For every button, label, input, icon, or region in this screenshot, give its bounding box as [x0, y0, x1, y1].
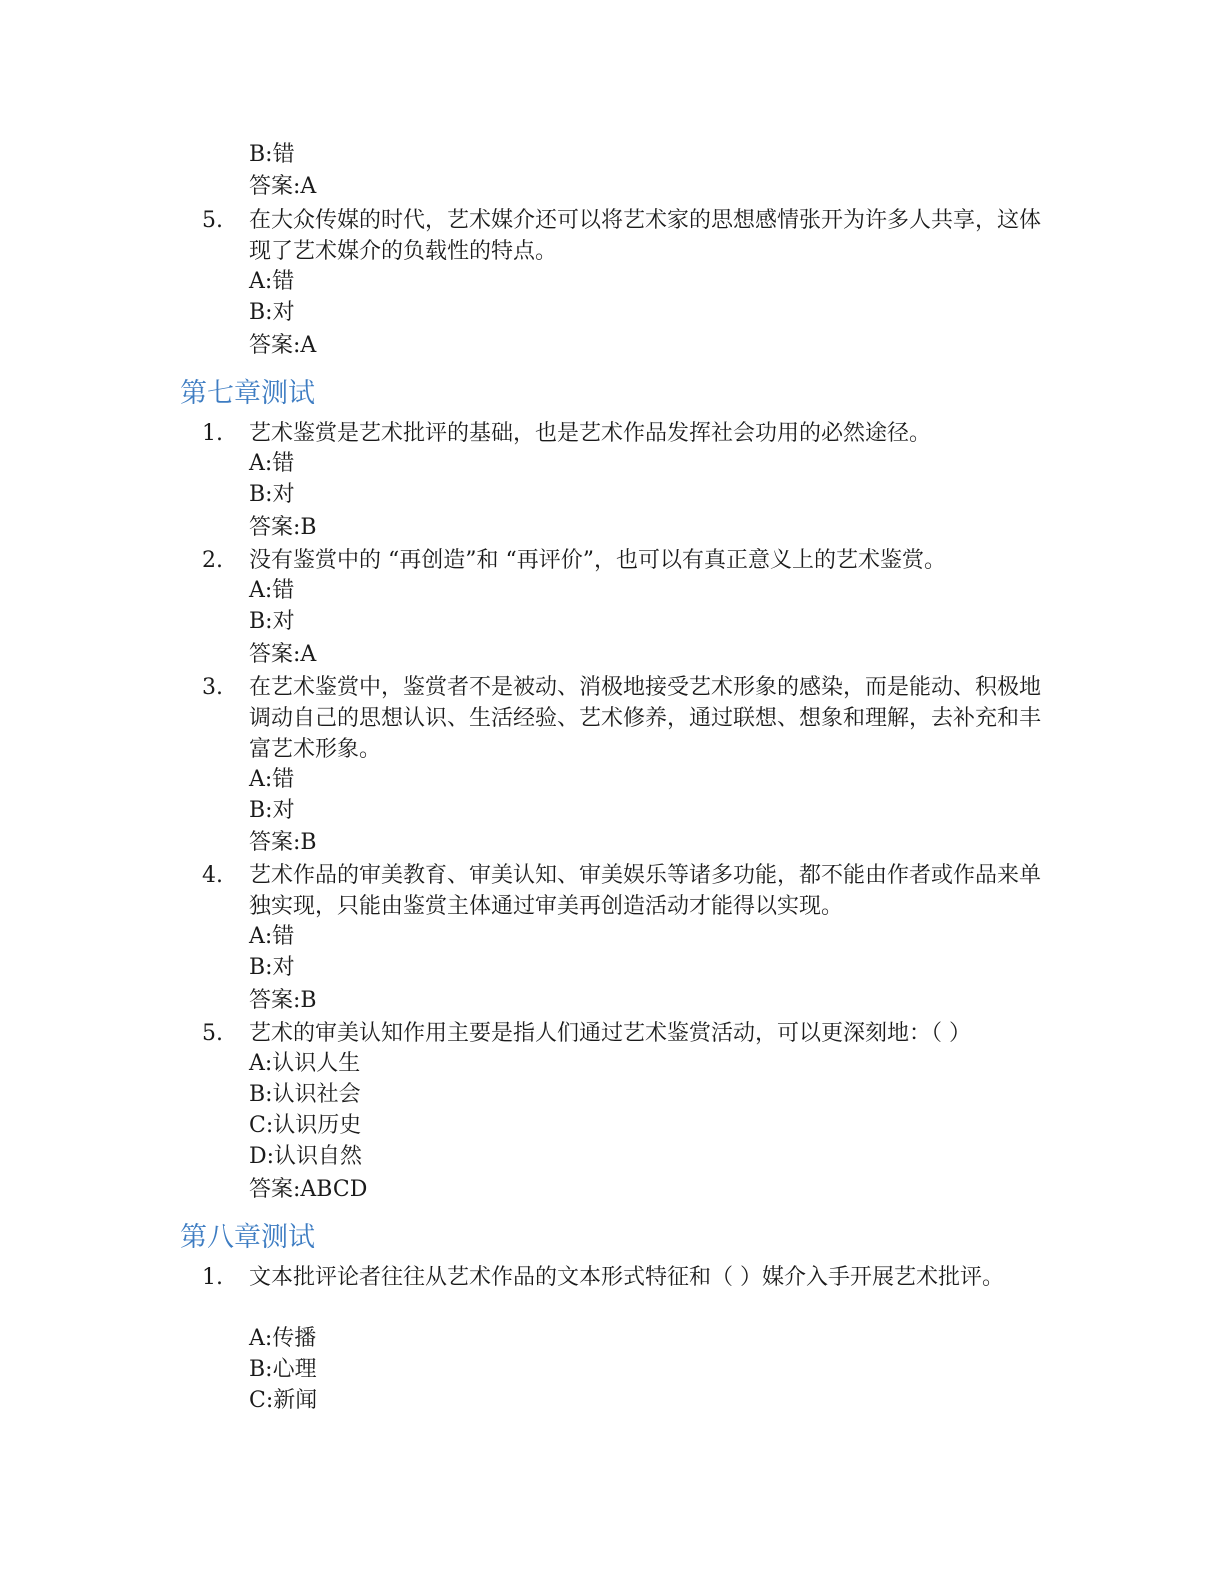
option-b: B:对 [249, 300, 295, 325]
question-text: 艺术作品的审美教育、审美认知、审美娱乐等诸多功能，都不能由作者或作品来单独实现，只能由鉴赏主体通过审美再创造活动才能得以实现。 [249, 863, 1042, 919]
answer: 答案:B [249, 988, 317, 1013]
question-number: 1. [202, 421, 223, 446]
question-text: 艺术的审美认知作用主要是指人们通过艺术鉴赏活动，可以更深刻地：（ ） [249, 1021, 971, 1046]
question-text: 在大众传媒的时代，艺术媒介还可以将艺术家的思想感情张开为许多人共享，这体现了艺术媒介的负载性的特点。 [249, 208, 1042, 264]
question-number: 5. [202, 1021, 223, 1046]
chapter-heading: 第七章测试 [180, 378, 315, 409]
option-a: A:传播 [249, 1326, 317, 1351]
question-number: 5. [202, 208, 223, 233]
answer: 答案:ABCD [249, 1177, 368, 1202]
answer: 答案:B [249, 830, 317, 855]
option-b: B:对 [249, 955, 295, 980]
option-b: B:对 [249, 798, 295, 823]
answer: 答案:A [249, 174, 317, 199]
question-text: 没有鉴赏中的 “再创造”和 “再评价”，也可以有真正意义上的艺术鉴赏。 [249, 548, 946, 573]
answer: 答案:A [249, 333, 317, 358]
option-a: A:错 [249, 451, 295, 476]
question-number: 1. [202, 1265, 223, 1290]
question-text: 艺术鉴赏是艺术批评的基础，也是艺术作品发挥社会功用的必然途径。 [249, 421, 932, 446]
option-b: B:心理 [249, 1357, 317, 1382]
option-d: D:认识自然 [249, 1144, 363, 1169]
question-number: 2. [202, 548, 223, 573]
option-a: A:错 [249, 767, 295, 792]
option-b: B:错 [249, 142, 295, 167]
option-c: C:新闻 [249, 1388, 318, 1413]
question-number: 3. [202, 675, 223, 700]
option-a: A:错 [249, 269, 295, 294]
option-c: C:认识历史 [249, 1113, 362, 1138]
option-a: A:错 [249, 578, 295, 603]
chapter-heading: 第八章测试 [180, 1222, 315, 1253]
question-text: 在艺术鉴赏中，鉴赏者不是被动、消极地接受艺术形象的感染，而是能动、积极地调动自己的思想认识、生活经验、艺术修养，通过联想、想象和理解，去补充和丰富艺术形象。 [249, 675, 1042, 762]
option-b: B:认识社会 [249, 1082, 361, 1107]
question-text: 文本批评论者往往从艺术作品的文本形式特征和（ ）媒介入手开展艺术批评。 [249, 1265, 1004, 1290]
option-a: A:认识人生 [249, 1051, 361, 1076]
answer: 答案:B [249, 515, 317, 540]
option-b: B:对 [249, 482, 295, 507]
question-number: 4. [202, 863, 223, 888]
answer: 答案:A [249, 642, 317, 667]
option-a: A:错 [249, 924, 295, 949]
option-b: B:对 [249, 609, 295, 634]
